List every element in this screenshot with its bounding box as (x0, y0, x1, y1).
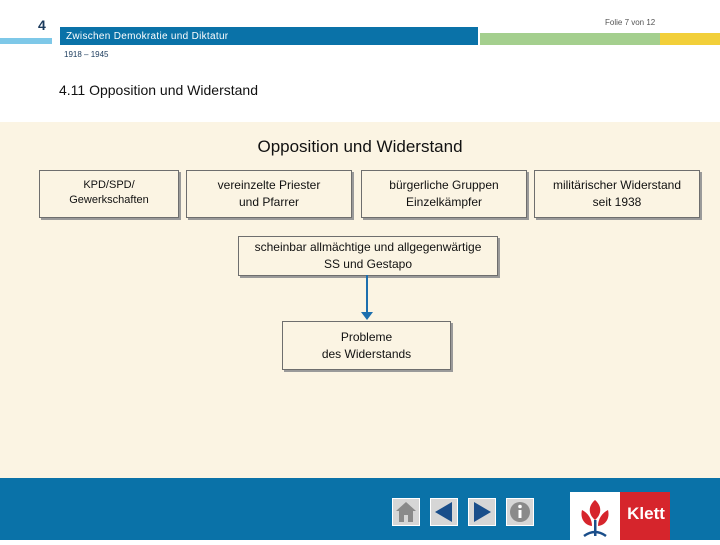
home-icon (393, 499, 419, 525)
previous-slide-button[interactable] (430, 498, 458, 526)
ss-gestapo-label: scheinbar allmächtige und allgegenwärtige SS und Gestapo (254, 240, 482, 271)
diagram-title: Opposition und Widerstand (257, 137, 463, 156)
klett-flower-icon (570, 492, 620, 540)
ss-gestapo-box (238, 236, 498, 276)
prev-icon (431, 499, 457, 525)
problems-box (282, 321, 451, 370)
problems-label: Probleme des Widerstands (321, 329, 412, 361)
group-box-buergerliche (361, 170, 527, 218)
info-button[interactable] (506, 498, 534, 526)
period-label: 1918 – 1945 (64, 50, 109, 59)
group-box-priester (186, 170, 352, 218)
header-accent-bar-yellow (660, 33, 720, 45)
group-label: bürgerliche Gruppen Einzelkämpfer (389, 178, 499, 209)
slide-counter: Folie 7 von 12 (605, 18, 656, 27)
header-accent-bar-cyan (0, 38, 52, 44)
logo-text: Klett (627, 504, 665, 523)
group-box-kpd-spd (39, 170, 179, 218)
chapter-title: Zwischen Demokratie und Diktatur (66, 31, 229, 42)
info-icon (507, 499, 533, 525)
next-slide-button[interactable] (468, 498, 496, 526)
arrow-line (366, 275, 368, 315)
group-box-militaer (534, 170, 700, 218)
group-label: militärischer Widerstand seit 1938 (552, 178, 682, 209)
next-icon (469, 499, 495, 525)
home-button[interactable] (392, 498, 420, 526)
arrow-down-icon (361, 312, 373, 320)
group-label: vereinzelte Priester und Pfarrer (217, 178, 321, 209)
header-accent-bar-green (480, 33, 660, 45)
group-label: KPD/SPD/ Gewerkschaften (69, 179, 149, 206)
section-title: 4.11 Opposition und Widerstand (59, 82, 258, 98)
chapter-number: 4 (38, 17, 46, 33)
